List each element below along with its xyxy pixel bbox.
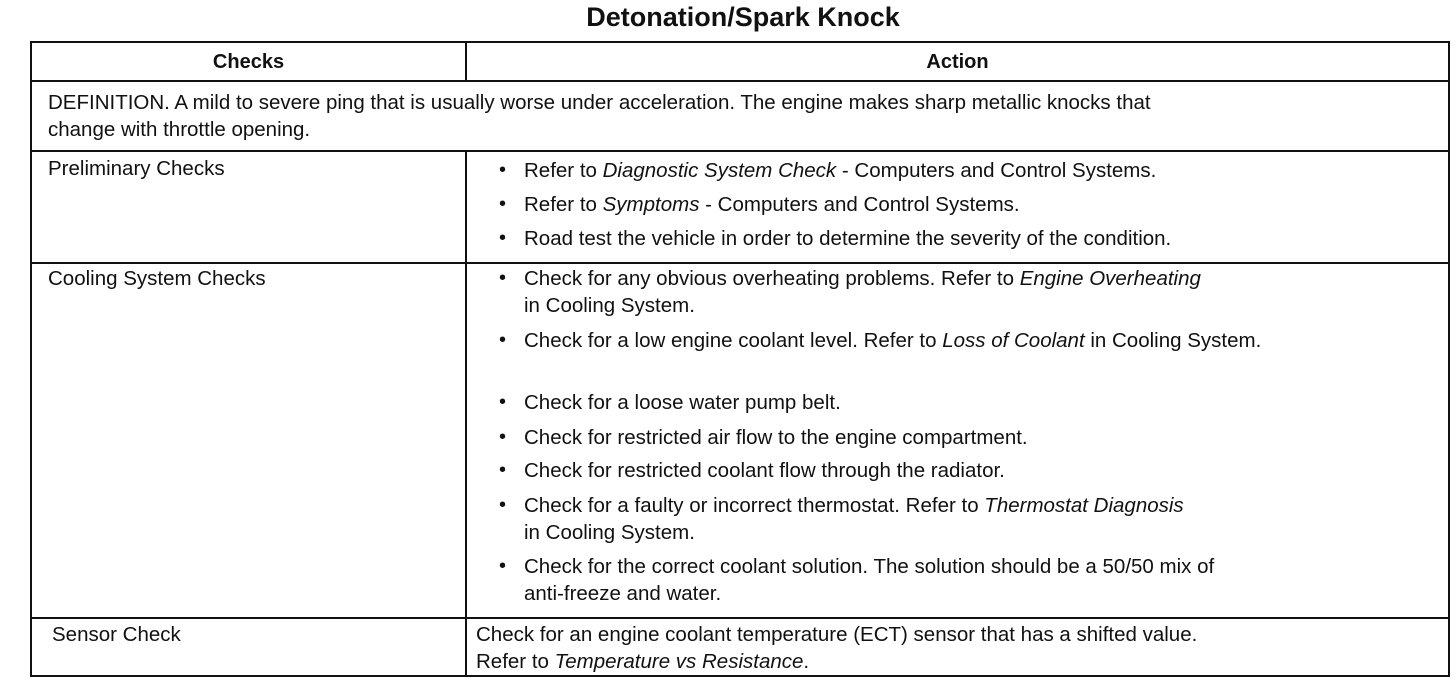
action-text: . <box>803 650 810 673</box>
action-text: in Cooling System. <box>524 521 695 544</box>
action-text: in Cooling System. <box>524 294 695 317</box>
bullet-icon: • <box>499 555 507 577</box>
row-check-label: Preliminary Checks <box>48 157 225 180</box>
page-title: Detonation/Spark Knock <box>586 2 900 32</box>
action-line <box>476 621 1197 648</box>
reference-link-text: Loss of Coolant <box>942 329 1085 352</box>
bullet-icon: • <box>499 267 507 289</box>
action-line <box>524 389 841 416</box>
bullet-icon: • <box>499 391 507 413</box>
action-line <box>524 580 721 607</box>
reference-link-text: Temperature vs Resistance <box>554 650 804 673</box>
action-text: - Computers and Control Systems. <box>699 193 1020 216</box>
action-line <box>524 225 1171 252</box>
row-divider <box>32 80 1448 82</box>
bullet-icon: • <box>499 159 507 181</box>
action-text: Refer to <box>524 193 603 216</box>
action-line <box>524 327 1261 354</box>
row-divider <box>32 617 1448 619</box>
action-text: Check for a low engine coolant level. Refer to <box>524 329 943 352</box>
bullet-icon: • <box>499 329 507 351</box>
action-line <box>524 492 1184 519</box>
row-divider <box>32 262 1448 264</box>
bullet-icon: • <box>499 193 507 215</box>
action-text: Check for the correct coolant solution. The solution should be a 50/50 mix of <box>524 555 1215 578</box>
definition-line: change with throttle opening. <box>48 118 311 141</box>
action-line <box>524 424 1028 451</box>
action-text: Road test the vehicle in order to determine the severity of the condition. <box>524 227 1172 250</box>
action-text: Refer to <box>524 159 603 182</box>
action-text: Refer to <box>476 650 555 673</box>
action-line <box>524 553 1214 580</box>
column-divider <box>465 150 467 675</box>
action-text: Check for any obvious overheating problems. Refer to <box>524 267 1020 290</box>
action-text: - Computers and Control Systems. <box>836 159 1157 182</box>
action-text: Check for restricted coolant flow through the radiator. <box>524 459 1005 482</box>
action-text: in Cooling System. <box>1084 329 1262 352</box>
action-text: Check for a loose water pump belt. <box>524 391 841 414</box>
diagnostic-table <box>30 41 1450 677</box>
column-header-action: Action <box>926 51 989 73</box>
column-header-checks: Checks <box>212 51 285 73</box>
action-line <box>524 292 695 319</box>
action-line <box>524 265 1201 292</box>
action-line <box>524 519 695 546</box>
bullet-icon: • <box>499 494 507 516</box>
action-text: Check for an engine coolant temperature (ECT) sensor that has a shifted value. <box>476 623 1198 646</box>
reference-link-text: Diagnostic System Check <box>602 159 837 182</box>
row-check-label: Cooling System Checks <box>48 267 266 290</box>
bullet-icon: • <box>499 227 507 249</box>
action-line <box>476 648 809 675</box>
action-text: Check for a faulty or incorrect thermostat. Refer to <box>524 494 985 517</box>
bullet-icon: • <box>499 459 507 481</box>
action-line <box>524 191 1020 218</box>
bullet-icon: • <box>499 426 507 448</box>
row-divider <box>32 150 1448 152</box>
action-text: Check for restricted air flow to the engine compartment. <box>524 426 1028 449</box>
definition-line: DEFINITION. A mild to severe ping that is usually worse under acceleration. The engine makes sharp metallic knocks that <box>48 91 1151 114</box>
reference-link-text: Thermostat Diagnosis <box>984 494 1184 517</box>
reference-link-text: Symptoms <box>602 193 700 216</box>
action-text: anti-freeze and water. <box>524 582 722 605</box>
row-check-label: Sensor Check <box>52 623 181 646</box>
action-line <box>524 157 1156 184</box>
column-divider <box>465 43 467 80</box>
action-line <box>524 457 1005 484</box>
reference-link-text: Engine Overheating <box>1019 267 1201 290</box>
